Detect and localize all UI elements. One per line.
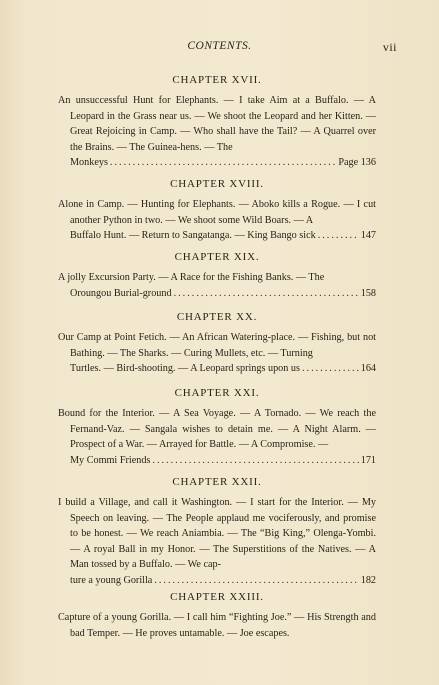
entry-page-number: 164 [360,363,376,375]
chapter-title: CHAPTER XVIII. [170,178,264,190]
entry-last-line: ture a young Gorilla [70,574,153,586]
entry-page-number: Page 136 [338,157,376,169]
chapter-entry-line [58,573,376,589]
chapter-entry-line [58,453,376,469]
entry-last-line: Monkeys [70,157,108,169]
chapter-xvii [58,73,376,171]
dot-leader [110,155,336,171]
entry-page-number: 158 [360,287,376,299]
chapter-xxiii [58,590,376,641]
entry-last-line: Turtles. — Bird-shooting. — A Leopard springs upon us [70,363,300,375]
running-title: CONTENTS. [187,40,252,52]
entry-page-number: 171 [360,454,376,466]
chapter-summary: Our Camp at Point Fetich. — An African Watering-place. — Fishing, but not Bathing. — The Sharks. — Curing Mullets, etc. — Turning [58,332,376,359]
entry-last-line: Oroungou Burial-ground [70,287,172,299]
chapter-entry-line [58,155,376,171]
page-header [0,40,439,60]
entry-last-line: My Commi Friends [70,454,151,466]
dot-leader [174,286,359,302]
dot-leader [154,573,358,589]
chapter-xxi [58,386,376,468]
page-number: vii [382,40,397,54]
dot-leader [152,453,358,469]
chapter-summary: I build a Village, and call it Washington. — I start for the Interior. — My Speech on leaving. — The People applaud me vociferously, and promise to be honest. — We reach Aniambia. — The “Big King,” Olenga-Yombi. — A royal Ball in my Honor. — The Superstitions of the Natives. — A Man tossed by a Buffalo. — We cap- [58,497,376,571]
dot-leader [318,228,359,244]
chapter-xx [58,310,376,377]
chapter-summary: Capture of a young Gorilla. — I call him “Fighting Joe.” — His Strength and bad Temper. — He proves untamable. — Joe escapes. [58,612,376,639]
chapter-summary: Bound for the Interior. — A Sea Voyage. — A Tornado. — We reach the Fernand-Vaz. — Sangala wishes to detain me. — A Night Alarm. — Prospect of a War. — Arrayed for Battle. — A Compromise. — [58,408,376,451]
chapter-summary: A jolly Excursion Party. — A Race for the Fishing Banks. — The [58,272,325,283]
entry-page-number: 147 [360,230,376,242]
chapter-entry-line [58,228,376,244]
entry-page-number: 182 [360,574,376,586]
chapter-title: CHAPTER XXII. [172,476,262,488]
chapter-xix [58,250,376,301]
chapter-title: CHAPTER XXIII. [170,591,264,603]
dot-leader [302,361,359,377]
entry-last-line: Buffalo Hunt. — Return to Sangatanga. — King Bango sick [70,230,316,242]
chapter-entry-line [58,361,376,377]
chapter-title: CHAPTER XX. [176,311,258,323]
chapter-title: CHAPTER XXI. [174,387,260,399]
chapter-entry-line [58,286,376,302]
chapter-title: CHAPTER XIX. [174,251,260,263]
chapter-title: CHAPTER XVII. [172,74,262,86]
chapter-xviii [58,177,376,244]
chapter-xxii [58,475,376,589]
chapter-summary: An unsuccessful Hunt for Elephants. — I take Aim at a Buffalo. — A Leopard in the Grass near us. — We shoot the Leopard and her Kitten. — Great Rejoicing in Camp. — Who shall have the Tail? — A Quarrel over the Brains. — The Guinea-hens. — The [58,95,376,153]
chapter-summary: Alone in Camp. — Hunting for Elephants. — Aboko kills a Rogue. — I cut another Python in two. — We shoot some Wild Boars. — A [58,199,376,226]
